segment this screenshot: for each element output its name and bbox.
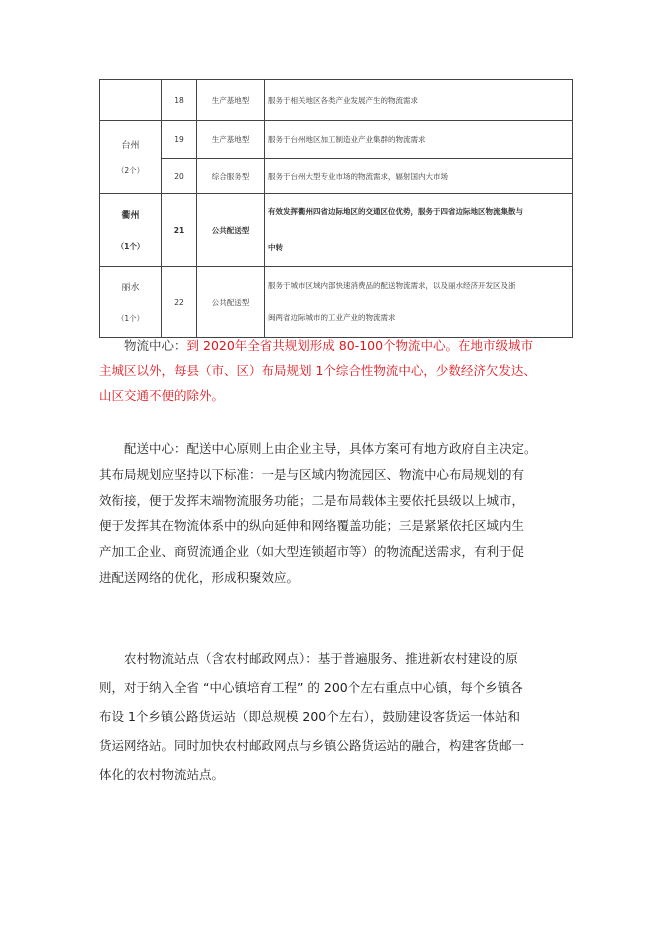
number-cell: 18 <box>162 80 197 121</box>
highlighted-text: 到 2020年全省共规划形成 80-100个物流中心。在地市级城市 <box>186 338 534 353</box>
paragraph-line <box>99 383 569 408</box>
paragraph-line: 配送中心：配送中心原则上由企业主导，具体方案可有地方政府自主决定。 <box>124 441 537 456</box>
number-cell: 21 <box>162 194 197 267</box>
type-cell: 生产基地型 <box>197 80 265 121</box>
logistics-center-table <box>99 79 573 338</box>
paragraph-line: 效衔接，便于发挥末端物流服务功能；二是布局载体主要依托县级以上城市， <box>99 492 525 508</box>
paragraph-line: 产加工企业、商贸流通企业（如大型连锁超市等）的物流配送需求，有利于促 <box>99 544 525 560</box>
city-cell <box>100 121 162 194</box>
city-cell <box>100 267 162 338</box>
description-line: 中转 <box>268 243 283 252</box>
city-cell <box>100 194 162 267</box>
paragraph-line: 其布局规划应坚持以下标准：一是与区域内物流园区、物流中心布局规划的有 <box>99 466 525 482</box>
paragraph-rural-stations <box>99 644 569 789</box>
city-count: （2个） <box>116 166 145 175</box>
city-count: （1个） <box>116 314 145 323</box>
description-line: 有效发挥衢州四省边际地区的交通区位优势，服务于四省边际地区物流集散与 <box>268 207 523 216</box>
description-cell: 服务于相关地区各类产业发展产生的物流需求 <box>265 80 573 121</box>
type-cell: 综合服务型 <box>197 159 265 194</box>
paragraph-distribution-center <box>99 436 569 591</box>
table-row <box>100 159 573 194</box>
paragraph-line <box>99 333 569 358</box>
table-row <box>100 80 573 121</box>
paragraph-line: 则，对于纳入全省 “中心镇培育工程” 的 200个左右重点中心镇，每个乡镇各 <box>99 680 523 695</box>
description-line: 闽两省边际城市的工业产业的物流需求 <box>268 313 396 322</box>
city-cell <box>100 80 162 121</box>
paragraph-line: 布设 1个乡镇公路货运站（即总规模 200个左右），鼓励建设客货运一体站和 <box>99 709 521 724</box>
city-name: 丽水 <box>121 283 140 293</box>
description-line: 服务于城市区域内部快速消费品的配送物流需求，以及丽水经济开发区及浙 <box>268 281 516 290</box>
description-cell <box>265 267 573 338</box>
highlighted-text: 山区交通不便的除外。 <box>99 388 225 403</box>
number-cell: 19 <box>162 121 197 159</box>
number-cell: 20 <box>162 159 197 194</box>
paragraph-logistics-center <box>99 333 569 408</box>
type-cell: 生产基地型 <box>197 121 265 159</box>
paragraph-line: 进配送网络的优化，形成积聚效应。 <box>99 569 300 585</box>
description-cell: 服务于台州大型专业市场的物流需求，辐射国内大市场 <box>265 159 573 194</box>
paragraph-line: 货运网络站。同时加快农村邮政网点与乡镇公路货运站的融合，构建客货邮一 <box>99 738 525 753</box>
paragraph-line: 体化的农村物流站点。 <box>99 767 225 782</box>
table-row-highlighted <box>100 194 573 267</box>
table-row <box>100 267 573 338</box>
city-count: （1个） <box>116 242 145 251</box>
description-cell <box>265 194 573 267</box>
type-cell: 公共配送型 <box>197 267 265 338</box>
number-cell: 22 <box>162 267 197 338</box>
paragraph-label: 物流中心： <box>124 338 187 353</box>
table-row <box>100 121 573 159</box>
paragraph-line: 便于发挥其在物流体系中的纵向延伸和网络覆盖功能；三是紧紧依托区域内生 <box>99 518 525 534</box>
paragraph-line: 主城区以外，每县（市、区）布局规划 1个综合性物流中心，少数经济欠发达、 <box>99 363 536 378</box>
paragraph-line: 农村物流站点（含农村邮政网点）：基于普遍服务、推进新农村建设的原 <box>124 651 518 666</box>
type-cell: 公共配送型 <box>197 194 265 267</box>
description-cell: 服务于台州地区加工制造业产业集群的物流需求 <box>265 121 573 159</box>
city-name: 台州 <box>121 141 140 151</box>
city-name: 衢州 <box>121 211 140 221</box>
